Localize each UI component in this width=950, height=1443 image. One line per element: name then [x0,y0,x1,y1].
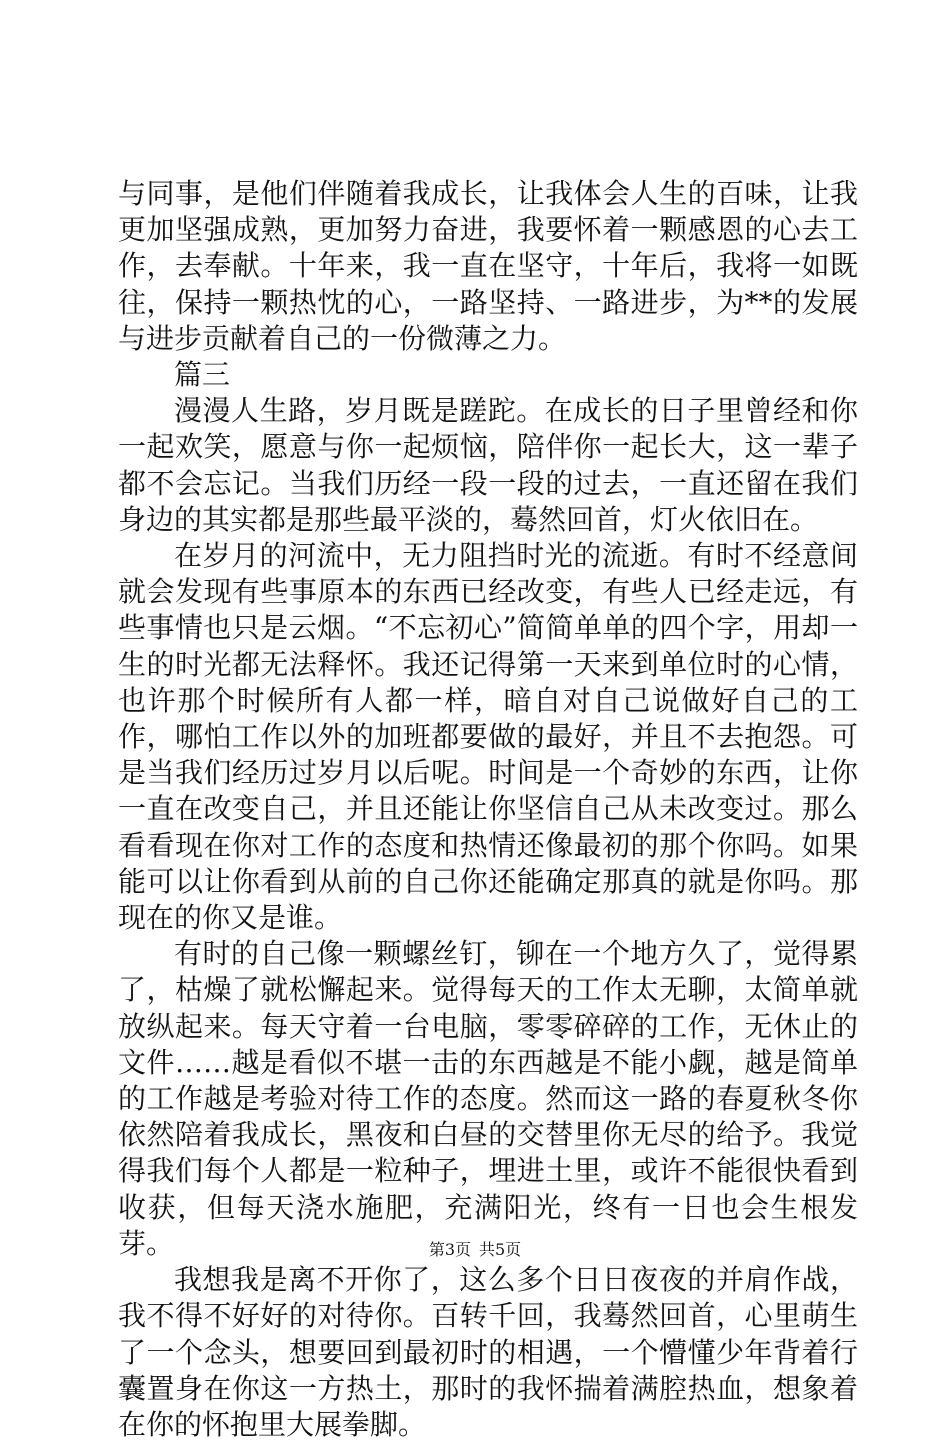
section-heading: 篇三 [174,358,231,392]
paragraph-3: 在岁月的河流中，无力阻挡时光的流逝。有时不经意间就会发现有些事原本的东西已经改变，有些人已经走远，有些事情也只是云烟。“不忘初心”简简单单的四个字，用却一生的时光都无法释怀。我还记得第一天来到单位时的心情，也许那个时候所有人都一样，暗自对自己说做好自己的工作，哪怕工作以外的加班都要做的最好，并且不去抱怨。可是当我们经历过岁月以后呢。时间是一个奇妙的东西，让你一直在改变自己，并且还能让你坚信自己从未改变过。那么看看现在你对工作的态度和热情还像最初的那个你吗。如果能可以让你看到从前的自己你还能确定那真的就是你吗。那现在的你又是谁。 [118,539,858,935]
page-footer [0,1240,950,1260]
page-number: 第3页 [428,1240,471,1259]
paragraph-2: 漫漫人生路，岁月既是蹉跎。在成长的日子里曾经和你一起欢笑，愿意与你一起烦恼，陪伴你一起长大，这一辈子都不会忘记。当我们历经一段一段的过去，一直还留在我们身边的其实都是那些最平淡的，蓦然回首，灯火依旧在。 [118,394,858,536]
page-total: 共5页 [479,1240,522,1259]
paragraph-5: 我想我是离不开你了，这么多个日日夜夜的并肩作战，我不得不好好的对待你。百转千回，我蓦然回首，心里萌生了一个念头，想要回到最初时的相遇，一个懵懂少年背着行囊置身在你这一方热土，那时的我怀揣着满腔热血，想象着在你的怀抱里大展拳脚。 [118,1263,858,1441]
paragraph-1: 与同事，是他们伴随着我成长，让我体会人生的百味，让我更加坚强成熟，更加努力奋进，我要怀着一颗感恩的心去工作，去奉献。十年来，我一直在坚守，十年后，我将一如既往，保持一颗热忱的心，一路坚持、一路进步，为**的发展与进步贡献着自己的一份微薄之力。 [118,177,858,355]
paragraph-4: 有时的自己像一颗螺丝钉，铆在一个地方久了，觉得累了，枯燥了就松懈起来。觉得每天的工作太无聊，太简单就放纵起来。每天守着一台电脑，零零碎碎的工作，无休止的文件……越是看似不堪一击的东西越是不能小觑，越是简单的工作越是考验对待工作的态度。然而这一路的春夏秋冬你依然陪着我成长，黑夜和白昼的交替里你无尽的给予。我觉得我们每个人都是一粒种子，埋进土里，或许不能很快看到收获，但每天浇水施肥，充满阳光，终有一日也会生根发芽。 [118,937,858,1260]
